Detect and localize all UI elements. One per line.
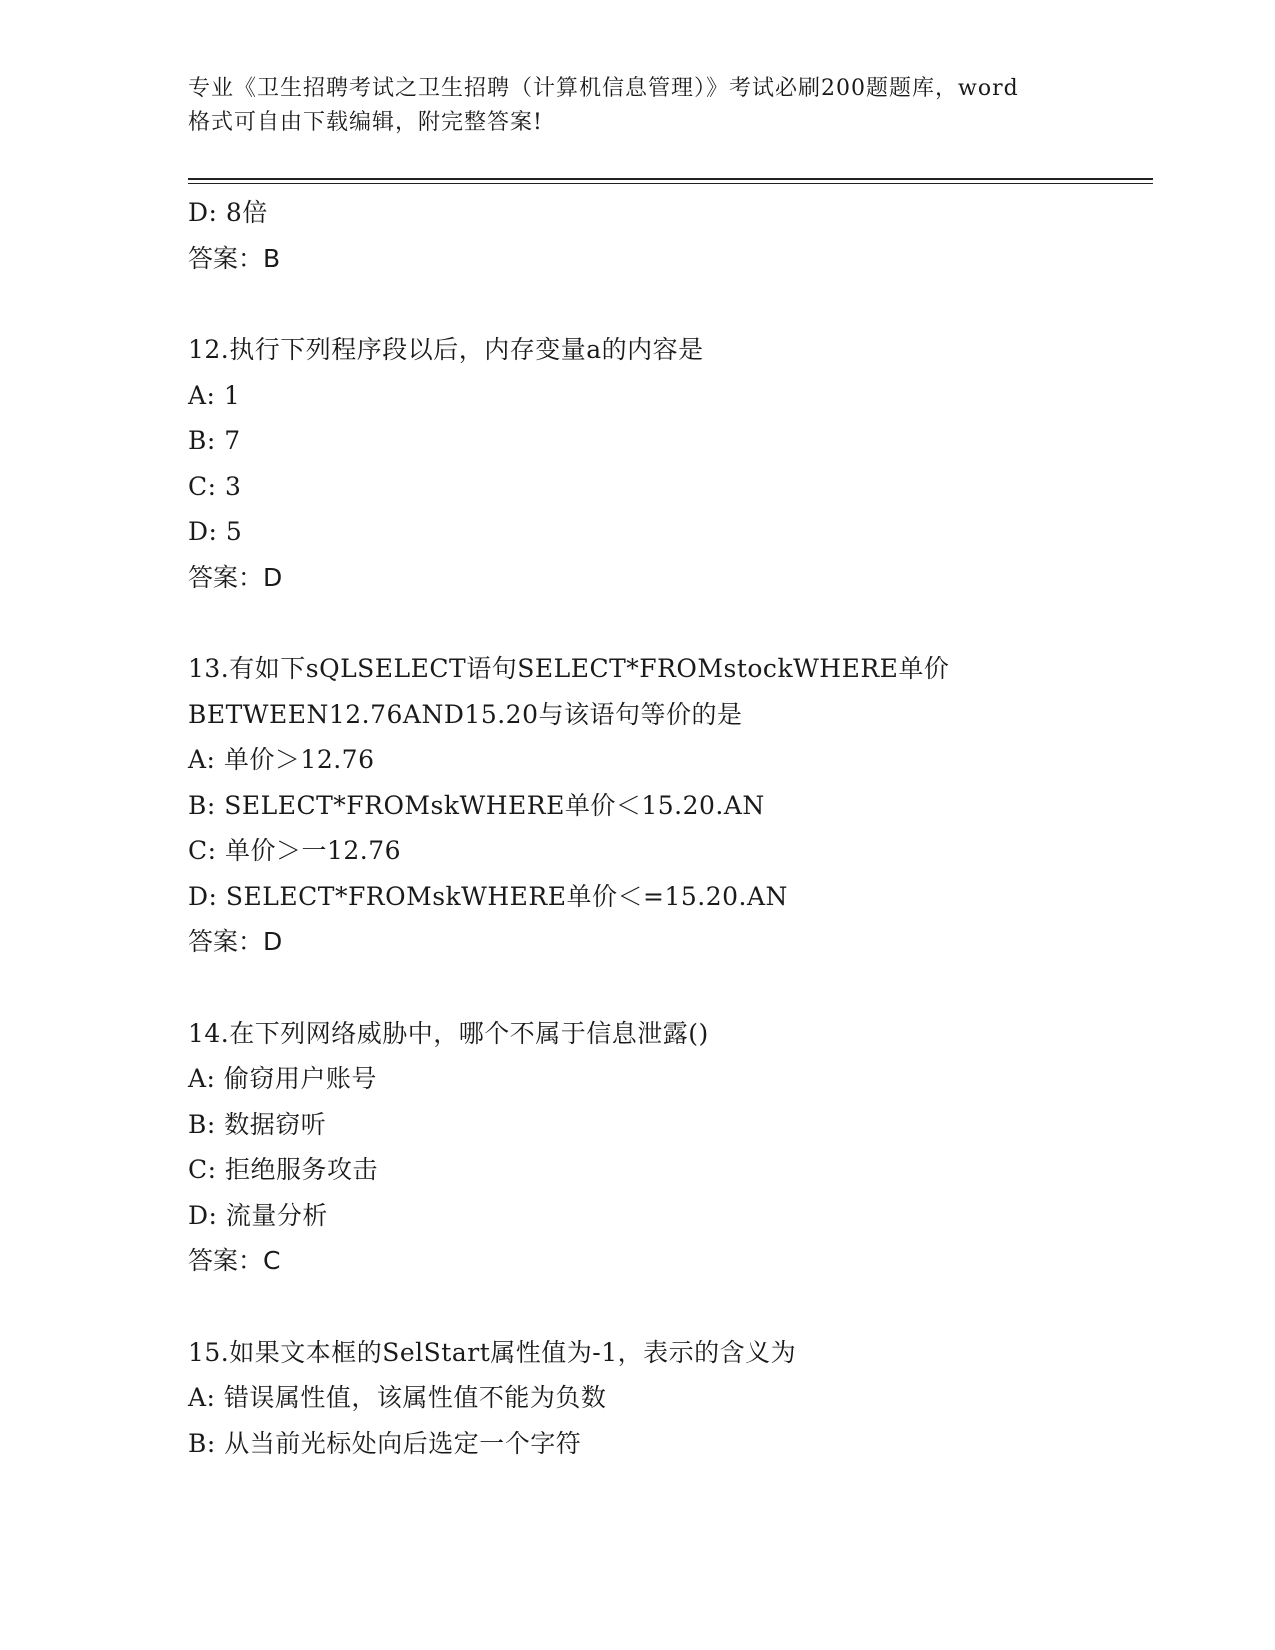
- answer-line: 答案：D: [188, 562, 283, 592]
- option-c: C: 拒绝服务攻击: [188, 1155, 378, 1184]
- question-stem: 14.在下列网络威胁中，哪个不属于信息泄露(): [188, 1018, 709, 1048]
- document-header: [188, 72, 1108, 140]
- header-title-line-1: 专业《卫生招聘考试之卫生招聘（计算机信息管理）》考试必刷200题题库，word: [188, 76, 1019, 101]
- question-stem: 13.有如下sQLSELECT语句SELECT*FROMstockWHERE单价: [188, 654, 950, 683]
- option-d: D: 流量分析: [188, 1200, 328, 1230]
- spacer: [188, 965, 1153, 1011]
- option-b: B: SELECT*FROMskWHERE单价＜15.20.AN: [188, 790, 765, 820]
- question-stem: 12.执行下列程序段以后，内存变量a的内容是: [188, 335, 704, 364]
- question-stem: 15.如果文本框的SelStart属性值为-1，表示的含义为: [188, 1337, 797, 1367]
- option-a: A: 单价＞12.76: [188, 745, 375, 774]
- option-d: D: 5: [188, 517, 243, 546]
- option-a: A: 1: [188, 380, 241, 410]
- option-b: B: 数据窃听: [188, 1109, 327, 1139]
- question-12: [188, 327, 1153, 600]
- header-divider-thick: [188, 178, 1153, 180]
- question-11-continued: [188, 190, 1153, 281]
- spacer: [188, 281, 1153, 327]
- option-c: C: 单价＞一12.76: [188, 836, 402, 865]
- answer-line: 答案：D: [188, 927, 283, 956]
- option-b: B: 从当前光标处向后选定一个字符: [188, 1428, 582, 1458]
- option-b: B: 7: [188, 426, 241, 455]
- question-14: [188, 1011, 1153, 1284]
- answer-line: 答案：C: [188, 1246, 281, 1275]
- spacer: [188, 1284, 1153, 1330]
- question-15: [188, 1330, 1153, 1467]
- option-a: A: 错误属性值，该属性值不能为负数: [188, 1383, 607, 1412]
- header-divider-thin: [188, 183, 1153, 184]
- option-d: D: 8倍: [188, 198, 268, 227]
- option-c: C: 3: [188, 471, 242, 501]
- question-13: [188, 646, 1153, 965]
- answer-line: 答案：B: [188, 243, 281, 273]
- header-title-line-2: 格式可自由下载编辑，附完整答案!: [188, 110, 543, 135]
- option-d: D: SELECT*FROMskWHERE单价＜=15.20.AN: [188, 881, 788, 911]
- spacer: [188, 600, 1153, 646]
- question-stem-continued: BETWEEN12.76AND15.20与该语句等价的是: [188, 699, 743, 729]
- option-a: A: 偷窃用户账号: [188, 1064, 377, 1093]
- question-list: [188, 190, 1153, 1466]
